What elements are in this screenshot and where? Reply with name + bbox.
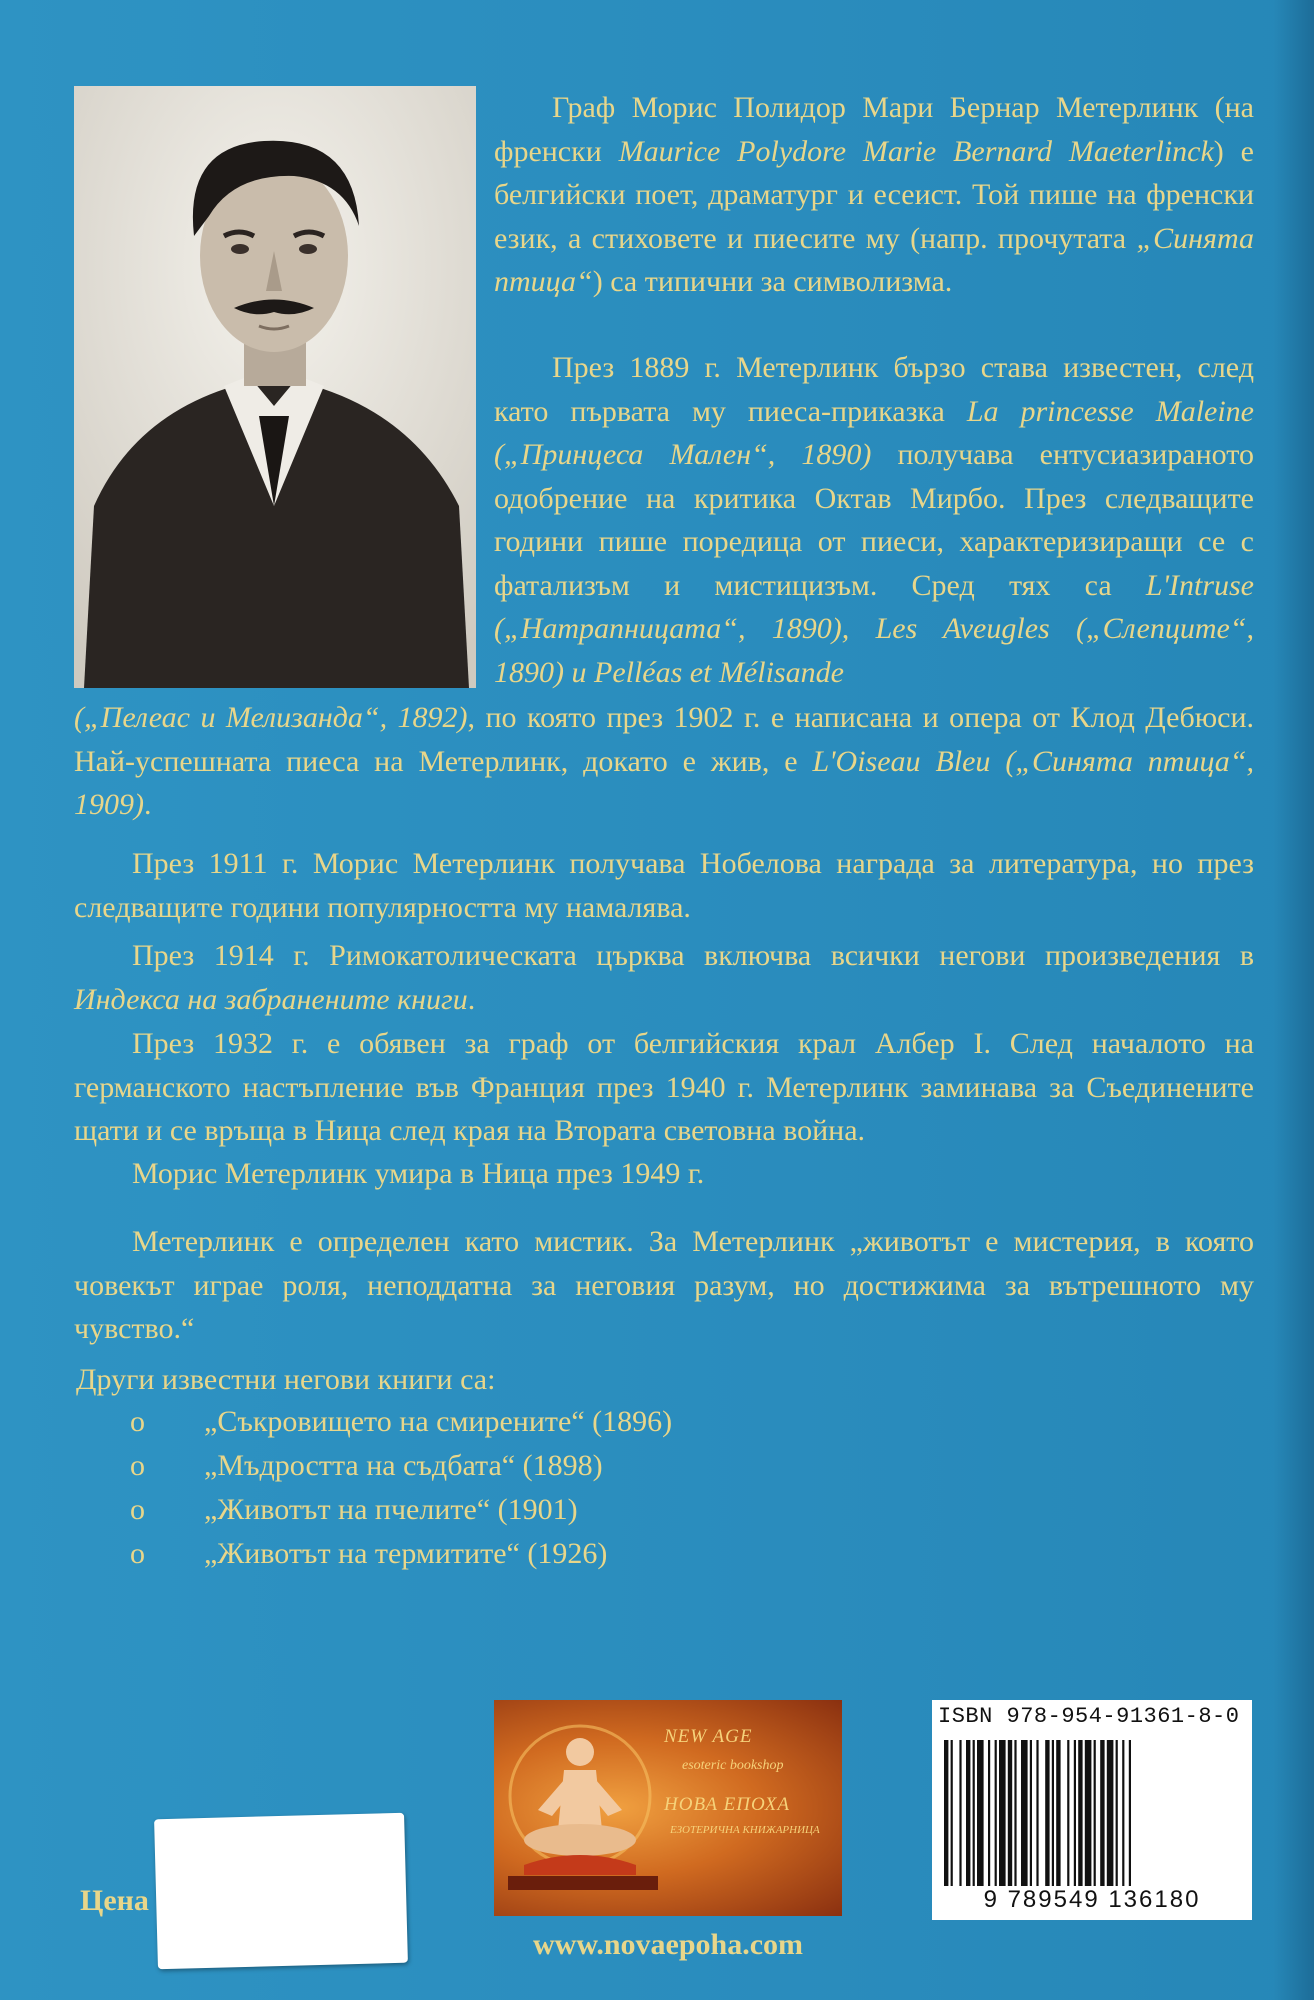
book-title: „Мъдростта на съдбата“ [204, 1449, 516, 1482]
bullet-marker: o [130, 1449, 145, 1482]
barcode-icon [944, 1740, 1240, 1886]
logo-subtitle-bg: ЕЗОТЕРИЧНА КНИЖАРНИЦА [670, 1824, 820, 1836]
book-year: (1896) [592, 1405, 673, 1438]
logo-title-bg: НОВА ЕПОХА [664, 1794, 790, 1815]
isbn-label: ISBN 978-954-91361-8-0 [938, 1704, 1240, 1729]
book-year: (1901) [497, 1493, 578, 1526]
bullet-marker: o [130, 1493, 145, 1526]
list-item [130, 1488, 672, 1532]
bio-paragraph-2-continued: („Пелеас и Мелизанда“, 1892), по която през 1902 г. е написана и опера от Клод Дебюси. Най-успешната пиеса на Метерлинк, докато е жив, е L'Oiseau Bleu („Синята птица“, 1909). [74, 701, 1254, 821]
book-title: „Животът на термитите“ [204, 1537, 520, 1570]
bio-paragraph-1: Граф Морис Полидор Мари Бернар Метерлинк (на френски Maurice Polydore Marie Bernard Maeterlinck) е белгийски поет, драматург и есеист. Той пише на френски език, а стиховете и пиесите му (напр. прочутата „Синята птица“) са типични за символизма. [494, 91, 1254, 298]
bullet-marker: o [130, 1537, 145, 1570]
barcode-digits: 9 789549 136180 [983, 1886, 1201, 1913]
book-title: „Животът на пчелите“ [204, 1493, 491, 1526]
bio-paragraph-mystic: Метерлинк е определен като мистик. За Метерлинк „животът е мистерия, в която човекът играе роля, неподдатна за неговия разум, но достижима за вътрешното му чувство.“ [74, 1225, 1254, 1345]
publisher-logo [494, 1700, 842, 1916]
bio-paragraph-2: През 1889 г. Метерлинк бързо става известен, след като първата му пиеса-приказка La princesse Maleine („Принцеса Мален“, 1890) получава ентусиазираното одобрение на критика Октав Мирбо. През следващите години пише поредица от пиеси, характеризиращи се с фатализъм и мистицизъм. Сред тях са L'Intruse („Натрапницата“, 1890), Les Aveugles („Слепците“, 1890) и Pelléas et Mélisande [494, 351, 1254, 689]
cover-edge-shadow [1274, 0, 1314, 2000]
publisher-website: www.novaepoha.com [532, 1928, 803, 1961]
price-label: Цена [80, 1884, 149, 1917]
isbn-barcode [932, 1700, 1252, 1920]
book-year: (1926) [527, 1537, 608, 1570]
bio-paragraph-count: През 1932 г. е обявен за граф от белгийския крал Албер I. След началото на германското настъпление във Франция през 1940 г. Метерлинк заминава за Съединените щати и се връща в Ница след края на Втората световна война. [74, 1027, 1254, 1147]
price-sticker [154, 1813, 408, 1969]
list-item [130, 1444, 672, 1488]
logo-subtitle-en: esoteric bookshop [682, 1758, 784, 1773]
book-title: „Съкровището на смирените“ [204, 1405, 585, 1438]
other-books-heading: Други известни негови книги са: [76, 1363, 496, 1396]
bio-paragraph-death: Морис Метерлинк умира в Ница през 1949 г. [132, 1157, 705, 1190]
other-books-list [130, 1400, 672, 1576]
bio-paragraph-index: През 1914 г. Римокатолическата църква включва всички негови произведения в Индекса на забранените книги. [74, 939, 1254, 1016]
list-item [130, 1400, 672, 1444]
book-year: (1898) [522, 1449, 603, 1482]
list-item [130, 1532, 672, 1576]
bullet-marker: o [130, 1405, 145, 1438]
author-portrait-photo [74, 86, 476, 688]
bio-paragraph-nobel: През 1911 г. Морис Метерлинк получава Нобелова награда за литература, но през следващите години популярността му намалява. [74, 847, 1254, 924]
logo-title-en: NEW AGE [664, 1726, 753, 1747]
